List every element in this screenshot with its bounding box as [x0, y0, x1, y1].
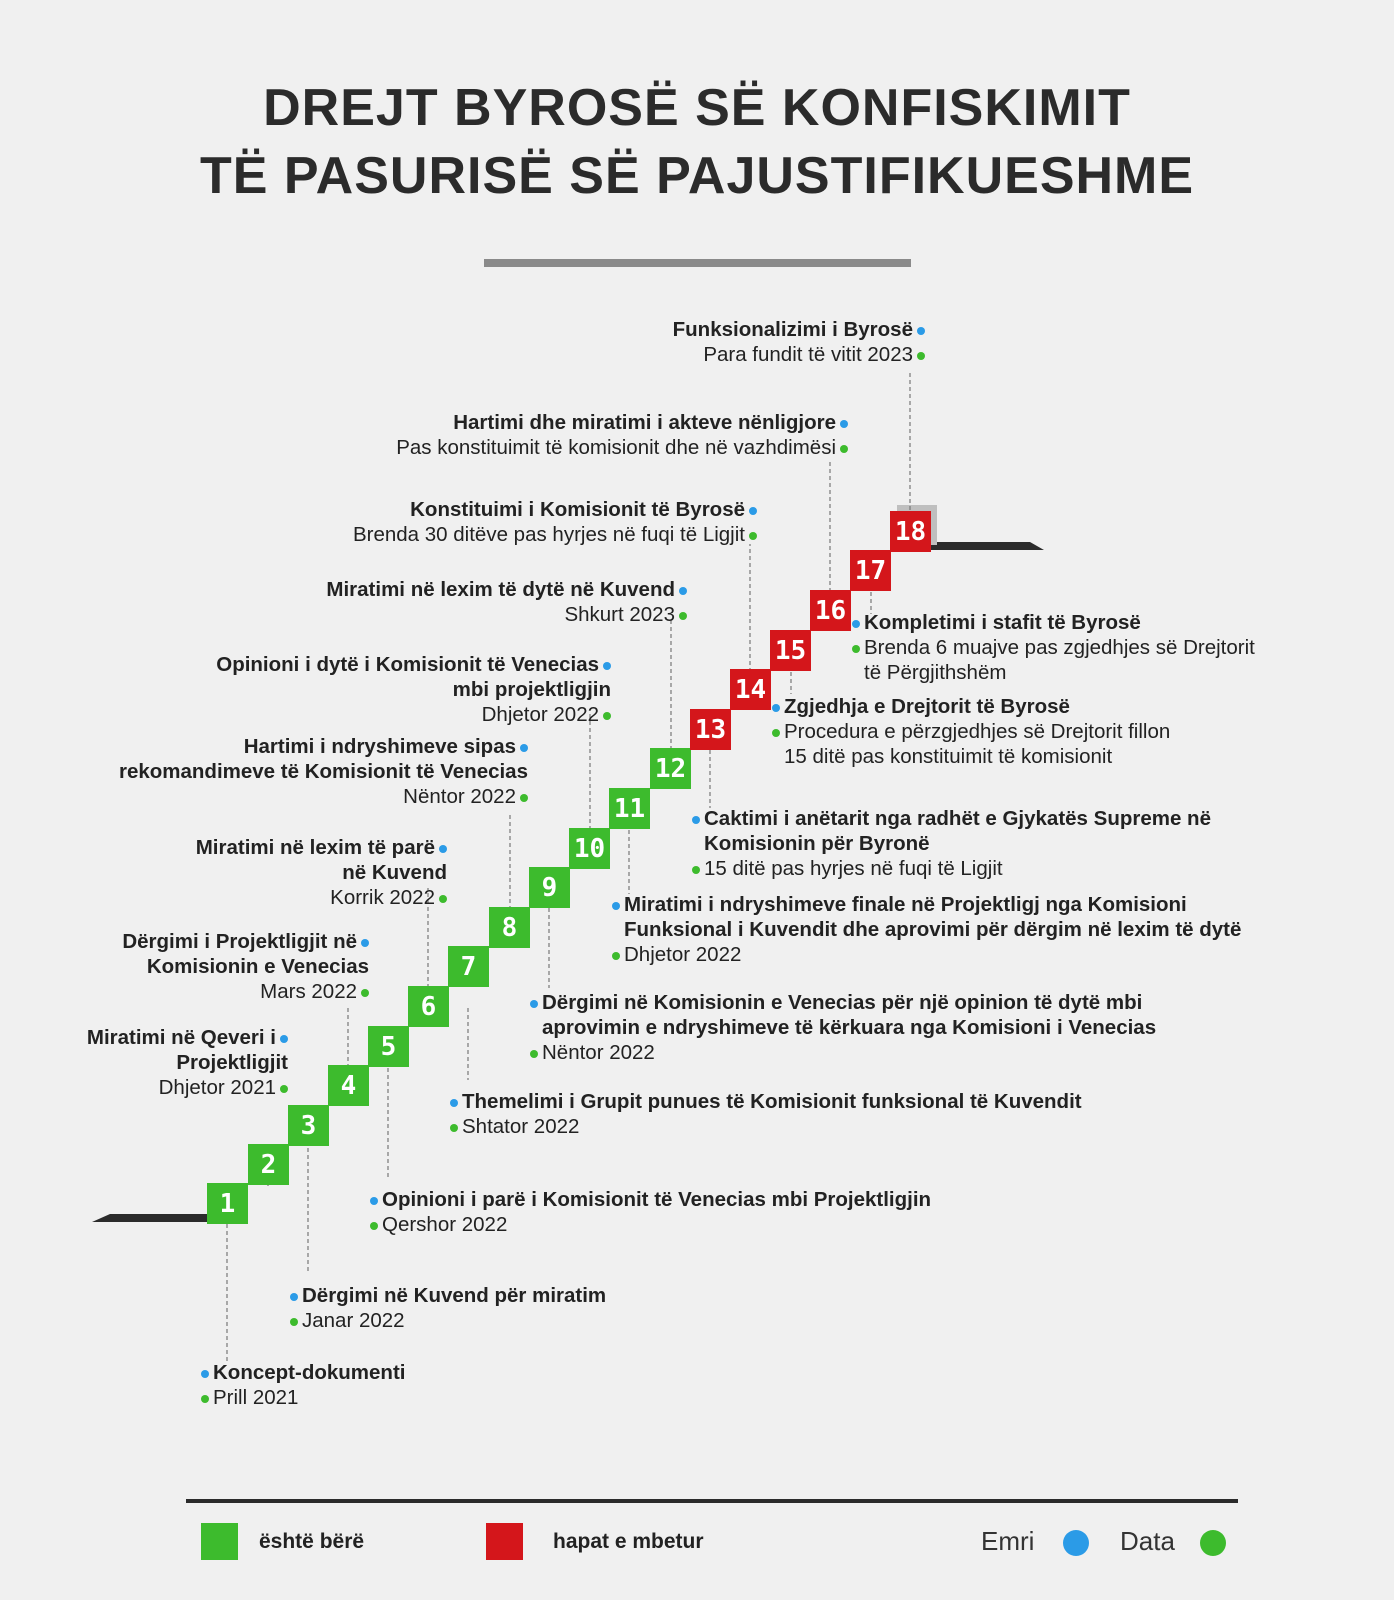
- step-16-box: 16: [810, 590, 851, 631]
- name-dot-icon: [840, 420, 848, 428]
- date-dot-icon: [280, 1085, 288, 1093]
- step-2-box: 2: [248, 1144, 289, 1185]
- event-11-name-line-1: Miratimi i ndryshimeve finale në Projektligj nga Komisioni: [624, 893, 1187, 916]
- event-17-date-line-2: të Përgjithshëm: [864, 661, 1007, 684]
- event-8: [119, 734, 528, 809]
- name-dot-icon: [530, 1000, 538, 1008]
- step-12-box: 12: [650, 748, 691, 789]
- event-2: [290, 1283, 606, 1333]
- date-dot-icon: [772, 729, 780, 737]
- date-dot-icon: [852, 645, 860, 653]
- title-line-2: TË PASURISË SË PAJUSTIFIKUESHME: [199, 147, 1195, 205]
- event-18-name: Funksionalizimi i Byrosë: [672, 318, 913, 341]
- event-17-name: Kompletimi i stafit të Byrosë: [864, 611, 1141, 634]
- step-13-box: 13: [690, 709, 731, 750]
- name-dot-icon: [520, 744, 528, 752]
- event-3-name-line-2: Projektligjit: [176, 1051, 288, 1074]
- name-dot-icon: [439, 845, 447, 853]
- event-17-date-line-1: Brenda 6 muajve pas zgjedhjes së Drejtorit: [864, 636, 1255, 659]
- event-13: [692, 806, 1211, 881]
- name-dot-icon: [603, 662, 611, 670]
- event-8-name-line-1: Hartimi i ndryshimeve sipas: [243, 735, 516, 758]
- legend-date-label: Data: [1120, 1526, 1175, 1556]
- date-dot-icon: [749, 532, 757, 540]
- event-3: [87, 1025, 288, 1100]
- event-16-date: Pas konstituimit të komisionit dhe në vazhdimësi: [396, 436, 836, 459]
- name-dot-icon: [201, 1370, 209, 1378]
- event-6: [196, 835, 447, 910]
- step-18-box: 18: [890, 511, 931, 552]
- event-9: [530, 990, 1156, 1065]
- event-6-date: Korrik 2022: [330, 886, 435, 909]
- name-dot-icon: [692, 816, 700, 824]
- event-1: [201, 1360, 405, 1410]
- date-dot-icon: [692, 866, 700, 874]
- legend-remaining-swatch: [486, 1523, 523, 1560]
- step-3-box: 3: [288, 1105, 329, 1146]
- name-dot-icon: [772, 704, 780, 712]
- step-15-box: 15: [770, 630, 811, 671]
- step-14-box: 14: [730, 669, 771, 710]
- legend-date-dot: [1200, 1530, 1226, 1556]
- name-dot-icon: [612, 902, 620, 910]
- step-10-box: 10: [569, 828, 610, 869]
- event-12-name: Miratimi në lexim të dytë në Kuvend: [326, 578, 675, 601]
- event-7-date: Shtator 2022: [462, 1115, 580, 1138]
- event-12-date: Shkurt 2023: [564, 603, 675, 626]
- event-11-name-line-2: Funksional i Kuvendit dhe aprovimi për dërgim në lexim të dytë: [624, 918, 1242, 941]
- event-4-name-line-2: Komisionin e Venecias: [146, 955, 369, 978]
- legend-done-label: është bërë: [259, 1530, 365, 1553]
- step-7-box: 7: [448, 946, 489, 987]
- event-16: [396, 410, 848, 460]
- event-15-date-line-2: 15 ditë pas konstituimit të komisionit: [784, 745, 1113, 768]
- event-17: [852, 610, 1255, 685]
- date-dot-icon: [679, 612, 687, 620]
- name-dot-icon: [679, 587, 687, 595]
- event-13-name-line-1: Caktimi i anëtarit nga radhët e Gjykatës Supreme në: [704, 807, 1211, 830]
- event-3-name-line-1: Miratimi në Qeveri i: [86, 1026, 276, 1049]
- event-10-name-line-1: Opinioni i dytë i Komisionit të Venecias: [216, 653, 599, 676]
- event-12: [326, 577, 687, 627]
- event-14-name: Konstituimi i Komisionit të Byrosë: [410, 498, 745, 521]
- event-11: [612, 892, 1241, 967]
- step-8-box: 8: [489, 907, 530, 948]
- event-4: [122, 929, 369, 1004]
- event-5: [370, 1187, 931, 1237]
- event-5-date: Qershor 2022: [382, 1213, 508, 1236]
- event-6-name-line-2: në Kuvend: [342, 861, 447, 884]
- event-14: [353, 497, 757, 547]
- step-6-box: 6: [408, 986, 449, 1027]
- step-4-box: 4: [328, 1065, 369, 1106]
- name-dot-icon: [370, 1197, 378, 1205]
- event-15-date-line-1: Procedura e përzgjedhjes së Drejtorit fillon: [784, 720, 1171, 743]
- event-7: [450, 1089, 1082, 1139]
- name-dot-icon: [290, 1293, 298, 1301]
- name-dot-icon: [749, 507, 757, 515]
- legend-name-dot: [1063, 1530, 1089, 1556]
- name-dot-icon: [280, 1035, 288, 1043]
- event-10-date: Dhjetor 2022: [481, 703, 599, 726]
- event-2-name: Dërgimi në Kuvend për miratim: [302, 1284, 607, 1307]
- event-4-date: Mars 2022: [260, 980, 357, 1003]
- event-7-name: Themelimi i Grupit punues të Komisionit funksional të Kuvendit: [462, 1090, 1082, 1113]
- step-9-box: 9: [529, 867, 570, 908]
- event-18: [673, 317, 925, 367]
- date-dot-icon: [290, 1318, 298, 1326]
- event-9-name-line-1: Dërgimi në Komisionin e Venecias për një opinion të dytë mbi: [542, 991, 1143, 1014]
- event-18-date: Para fundit të vitit 2023: [703, 343, 913, 366]
- name-dot-icon: [361, 939, 369, 947]
- date-dot-icon: [612, 952, 620, 960]
- legend-divider: [186, 1499, 1238, 1503]
- step-17-box: 17: [850, 550, 891, 591]
- event-1-name: Koncept-dokumenti: [213, 1361, 406, 1384]
- legend-done-swatch: [201, 1523, 238, 1560]
- event-10-name-line-2: mbi projektligjin: [452, 678, 611, 701]
- date-dot-icon: [840, 445, 848, 453]
- event-16-name: Hartimi dhe miratimi i akteve nënligjore: [453, 411, 836, 434]
- legend-name-label: Emri: [981, 1526, 1035, 1556]
- name-dot-icon: [450, 1099, 458, 1107]
- date-dot-icon: [917, 352, 925, 360]
- date-dot-icon: [201, 1395, 209, 1403]
- event-5-name: Opinioni i parë i Komisionit të Venecias mbi Projektligjin: [382, 1188, 932, 1211]
- title-line-1: DREJT BYROSË SË KONFISKIMIT: [263, 79, 1131, 137]
- date-dot-icon: [530, 1050, 538, 1058]
- date-dot-icon: [361, 989, 369, 997]
- event-10: [216, 652, 611, 727]
- legend-remaining-label: hapat e mbetur: [553, 1530, 704, 1553]
- date-dot-icon: [450, 1124, 458, 1132]
- event-8-date: Nëntor 2022: [403, 785, 516, 808]
- event-8-name-line-2: rekomandimeve të Komisionit të Venecias: [118, 760, 528, 783]
- name-dot-icon: [852, 620, 860, 628]
- event-15: [772, 694, 1170, 769]
- step-11-box: 11: [609, 788, 650, 829]
- name-dot-icon: [917, 327, 925, 335]
- event-9-name-line-2: aprovimin e ndryshimeve të kërkuara nga Komisioni i Venecias: [542, 1016, 1157, 1039]
- date-dot-icon: [603, 712, 611, 720]
- event-2-date: Janar 2022: [302, 1309, 405, 1332]
- event-13-name-line-2: Komisionin për Byronë: [704, 832, 930, 855]
- step-1-box: 1: [207, 1183, 248, 1224]
- event-4-name-line-1: Dërgimi i Projektligjit në: [122, 930, 357, 953]
- step-5-box: 5: [368, 1026, 409, 1067]
- event-14-date: Brenda 30 ditëve pas hyrjes në fuqi të Ligjit: [352, 523, 745, 546]
- date-dot-icon: [370, 1222, 378, 1230]
- event-11-date: Dhjetor 2022: [624, 943, 742, 966]
- date-dot-icon: [439, 895, 447, 903]
- event-13-date: 15 ditë pas hyrjes në fuqi të Ligjit: [704, 857, 1003, 880]
- event-15-name: Zgjedhja e Drejtorit të Byrosë: [784, 695, 1070, 718]
- event-6-name-line-1: Miratimi në lexim të parë: [195, 836, 435, 859]
- event-9-date: Nëntor 2022: [542, 1041, 655, 1064]
- event-1-date: Prill 2021: [213, 1386, 299, 1409]
- event-3-date: Dhjetor 2021: [158, 1076, 276, 1099]
- date-dot-icon: [520, 794, 528, 802]
